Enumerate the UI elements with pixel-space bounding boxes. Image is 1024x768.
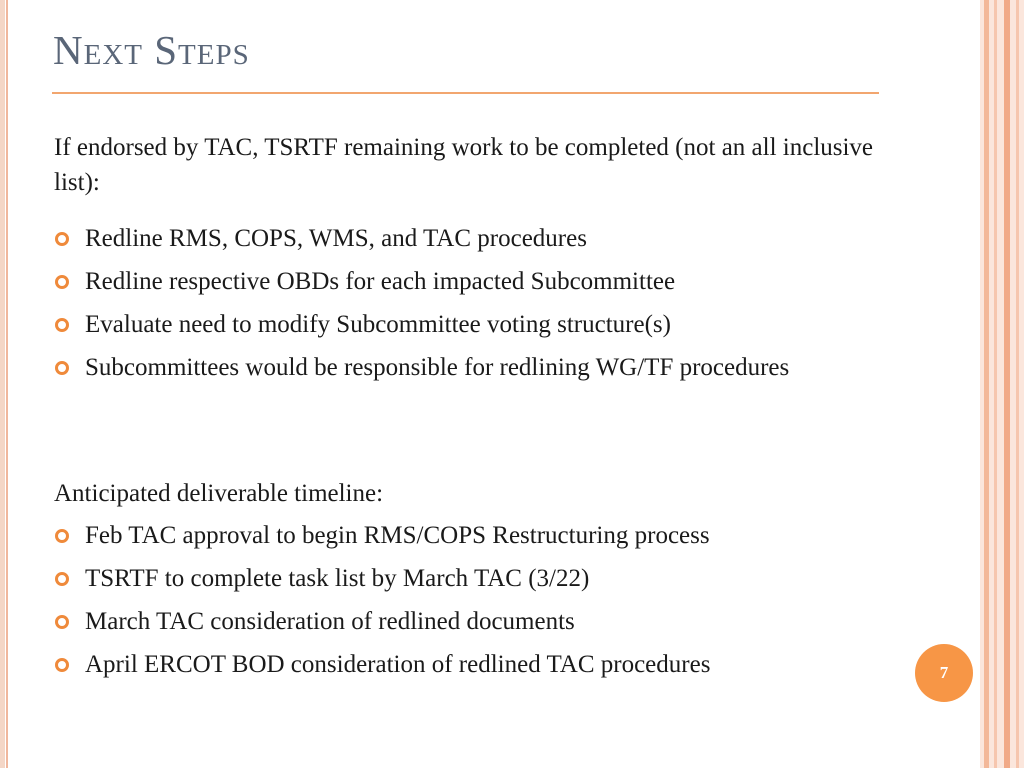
title-underline [52,92,879,94]
list-item-text: Feb TAC approval to begin RMS/COPS Restructuring process [85,522,710,549]
list-item [54,222,914,256]
list-item-text: Redline respective OBDs for each impacted Subcommittee [85,268,676,295]
bullet-icon [55,529,69,543]
bullet-icon [55,361,69,375]
timeline-heading: Anticipated deliverable timeline: [54,480,384,507]
list-item-text: Evaluate need to modify Subcommittee voting structure(s) [85,311,671,338]
right-border-decoration [980,0,1024,768]
right-stripe-2 [994,0,997,768]
list-item-text: Subcommittees would be responsible for redlining WG/TF procedures [85,354,790,381]
bullet-icon [55,572,69,586]
list-item [54,265,914,299]
list-item-text: Redline RMS, COPS, WMS, and TAC procedures [85,225,587,252]
bullet-icon [55,615,69,629]
list-item [54,351,885,385]
work-items-list [54,222,914,394]
left-border-decoration [0,0,5,768]
list-item-text: March TAC consideration of redlined documents [85,608,575,635]
right-stripe-1 [984,0,989,768]
timeline-list [54,519,914,691]
bullet-icon [55,658,69,672]
list-item [54,605,914,639]
page-number-badge: 7 [915,644,973,702]
bullet-icon [55,275,69,289]
right-stripe-4 [1016,0,1019,768]
list-item [54,519,914,553]
list-item [54,308,914,342]
list-item-text: TSRTF to complete task list by March TAC (3/22) [85,565,590,592]
list-item [54,648,914,682]
bullet-icon [55,318,69,332]
right-stripe-3 [1004,0,1010,768]
bullet-icon [55,232,69,246]
intro-text: If endorsed by TAC, TSRTF remaining work to be completed (not an all inclusive list): [54,134,874,196]
list-item [54,562,914,596]
left-border-line [6,0,8,768]
list-item-text: April ERCOT BOD consideration of redlined TAC procedures [85,651,711,678]
slide-title: Next Steps [53,27,250,73]
